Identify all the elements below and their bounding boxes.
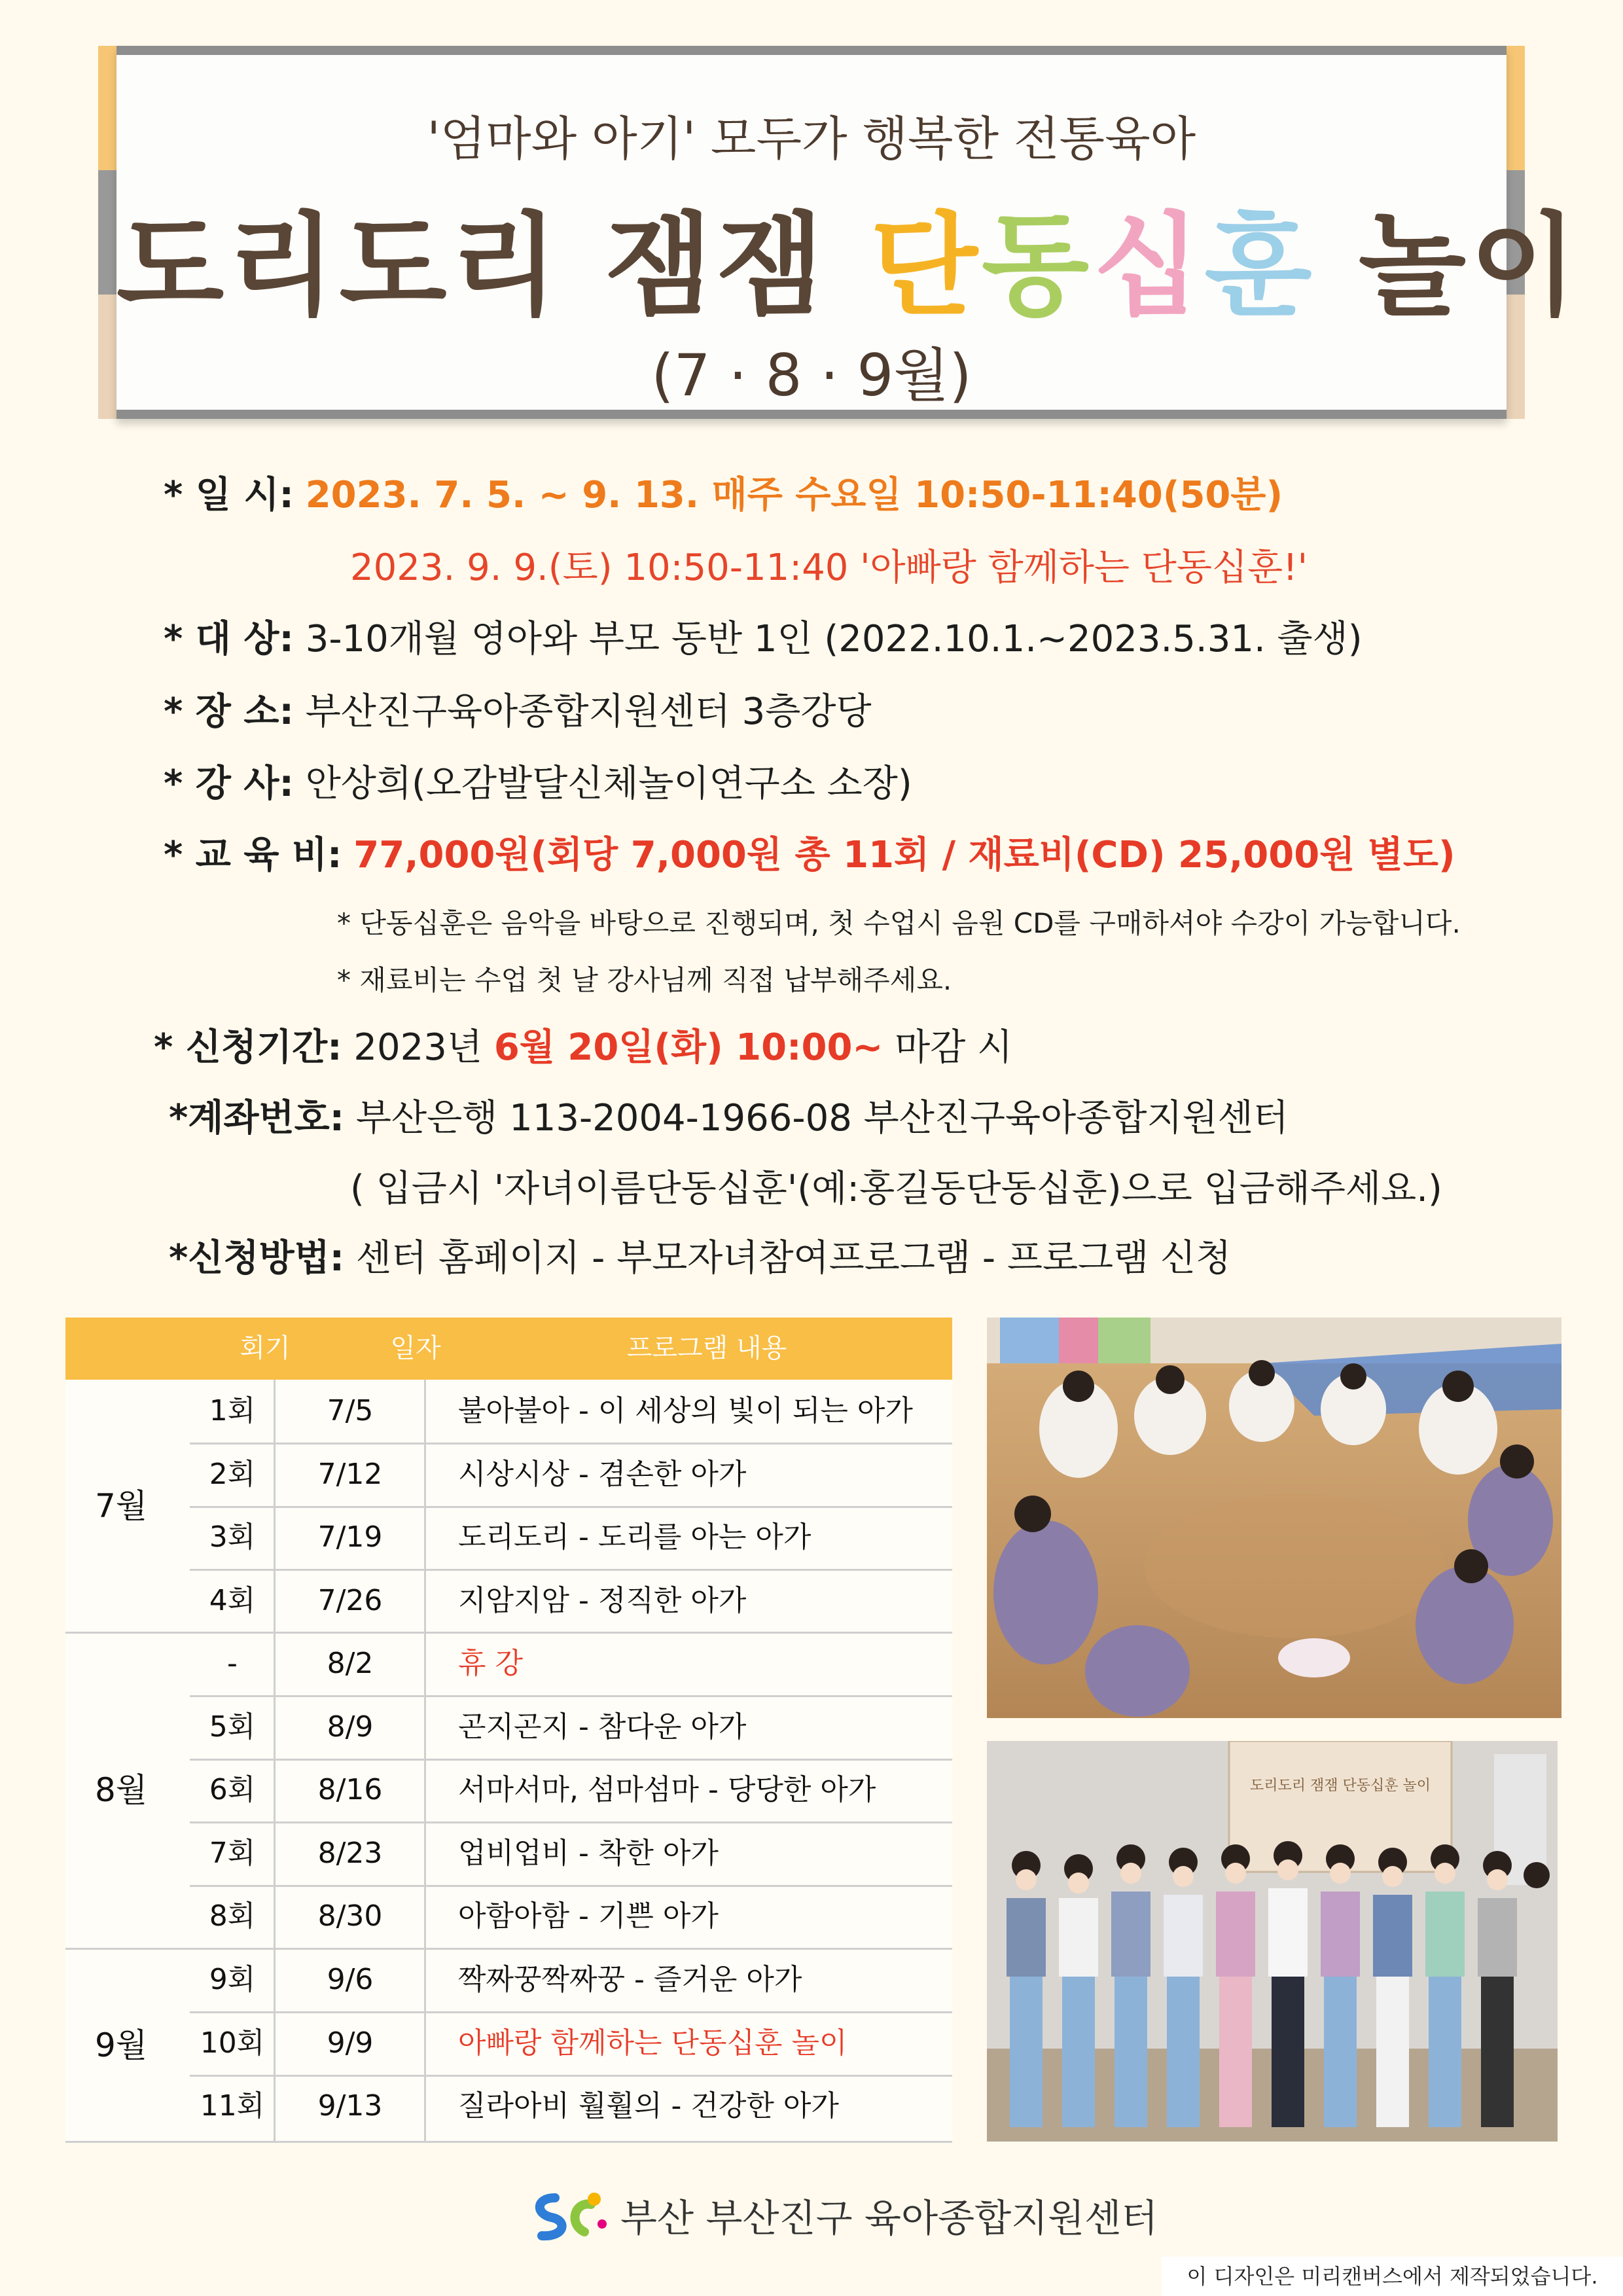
row-date: 9/13 — [317, 2089, 383, 2123]
info-target-label: * 대 상: — [164, 618, 294, 660]
row-date: 9/6 — [327, 1963, 374, 1996]
info-fee-value: 77,000원(회당 7,000원 총 11회 / 재료비(CD) 25,000원 별도) — [353, 834, 1455, 876]
info-fee-label: * 교 육 비: — [164, 834, 342, 876]
table-row — [65, 2075, 952, 2138]
info-method-value: 센터 홈페이지 - 부모자녀참여프로그램 - 프로그램 신청 — [355, 1237, 1232, 1280]
info-place-label: * 장 소: — [164, 691, 294, 733]
row-content: 질라아비 훨훨의 - 건강한 아가 — [458, 2089, 839, 2123]
info-date-2 — [350, 539, 1308, 591]
row-date: 8/2 — [327, 1647, 374, 1680]
header-date: 일자 — [390, 1333, 441, 1363]
row-date: 8/9 — [327, 1710, 374, 1744]
info-method — [169, 1229, 1231, 1282]
table-row — [65, 1632, 952, 1696]
schedule-table — [65, 1318, 952, 2142]
row-content: 도리도리 - 도리를 아는 아가 — [458, 1520, 812, 1554]
info-account-label: *계좌번호: — [169, 1097, 345, 1139]
header-content: 프로그램 내용 — [626, 1333, 787, 1363]
row-date: 8/16 — [317, 1773, 383, 1806]
info-lecturer-label: * 강 사: — [164, 762, 294, 805]
row-content: 곤지곤지 - 참다운 아가 — [458, 1710, 747, 1744]
class-photo-group — [987, 1741, 1558, 2142]
row-content: 아빠랑 함께하는 단동십훈 놀이 — [458, 2026, 847, 2060]
design-credit: 이 디자인은 미리캔버스에서 제작되었습니다. — [1162, 2257, 1623, 2296]
table-row — [65, 1380, 952, 1443]
row-content: 짝짜꿍짝짜꿍 - 즐거운 아가 — [458, 1963, 802, 1996]
row-round: 1회 — [209, 1394, 256, 1427]
info-place — [164, 683, 872, 735]
info-account-note: ( 입금시 '자녀이름단동십훈'(예:홍길동단동십훈)으로 입금해주세요.) — [350, 1168, 1442, 1210]
table-row — [65, 1506, 952, 1570]
info-date-value-2: 2023. 9. 9.(토) 10:50-11:40 '아빠랑 함께하는 단동십훈!' — [350, 547, 1308, 589]
row-content: 서마서마, 섬마섬마 - 당당한 아가 — [458, 1773, 876, 1806]
title-char-sip: 십 — [1093, 202, 1205, 331]
row-content: 업비업비 - 착한 아가 — [458, 1836, 719, 1870]
row-content: 아함아함 - 기쁜 아가 — [458, 1899, 719, 1933]
info-account-value: 부산은행 113-2004-1966-08 부산진구육아종합지원센터 — [355, 1097, 1289, 1139]
info-lecturer — [164, 755, 912, 807]
table-row — [65, 1570, 952, 1633]
center-logo-icon — [529, 2185, 607, 2244]
row-date: 7/5 — [327, 1394, 374, 1427]
info-apply-period — [154, 1018, 1012, 1071]
info-apply-period-highlight: 6월 20일(화) 10:00~ — [493, 1026, 883, 1069]
info-note-1: * 단동십훈은 음악을 바탕으로 진행되며, 첫 수업시 음원 CD를 구매하셔야 수강이 가능합니다. — [337, 907, 1461, 939]
title-part-2: 놀이 — [1315, 202, 1582, 331]
table-row — [65, 2012, 952, 2075]
title-char-hun: 훈 — [1204, 202, 1316, 331]
banner-panel — [116, 46, 1582, 419]
row-round: 3회 — [209, 1520, 256, 1554]
info-date — [164, 466, 1283, 518]
row-date: 8/23 — [317, 1836, 383, 1870]
info-note-2: * 재료비는 수업 첫 날 강사님께 직접 납부해주세요. — [337, 964, 952, 996]
banner-main-title — [116, 176, 1582, 336]
row-content: 불아불아 - 이 세상의 빛이 되는 아가 — [458, 1394, 913, 1427]
title-char-dan: 단 — [870, 202, 982, 331]
class-photo-floor — [987, 1318, 1561, 1718]
title-char-dong: 동 — [981, 202, 1094, 331]
banner-months: (7 · 8 · 9월) — [651, 342, 972, 409]
info-place-value: 부산진구육아종합지원센터 3층강당 — [305, 691, 872, 733]
month-label: 9월 — [94, 2026, 148, 2064]
row-round: 7회 — [209, 1836, 256, 1870]
row-date: 7/19 — [317, 1520, 383, 1554]
info-target — [164, 610, 1363, 662]
month-label: 8월 — [94, 1771, 148, 1809]
info-apply-period-label: * 신청기간: — [154, 1026, 342, 1069]
table-row — [65, 1759, 952, 1822]
row-content: 시상시상 - 겸손한 아가 — [458, 1457, 747, 1491]
row-round: 8회 — [209, 1899, 256, 1933]
row-date: 8/30 — [317, 1899, 383, 1933]
row-round: 9회 — [209, 1963, 256, 1996]
info-fee — [164, 826, 1455, 878]
info-date-label: * 일 시: — [164, 474, 294, 516]
row-content: 휴 강 — [458, 1647, 523, 1680]
info-account — [169, 1089, 1289, 1141]
info-target-value: 3-10개월 영아와 부모 동반 1인 (2022.10.1.~2023.5.31. 출생) — [305, 618, 1363, 660]
table-row — [65, 1443, 952, 1507]
row-round: - — [227, 1647, 238, 1680]
row-date: 9/9 — [327, 2026, 374, 2060]
row-round: 2회 — [209, 1457, 256, 1491]
banner-left-edge — [98, 46, 116, 419]
photo-banner-text: 도리도리 잼잼 단동십훈 놀이 — [1249, 1778, 1431, 1794]
title-banner — [98, 46, 1582, 419]
row-round: 10회 — [200, 2026, 265, 2060]
row-round: 5회 — [209, 1710, 256, 1744]
info-date-value: 2023. 7. 5. ~ 9. 13. 매주 수요일 10:50-11:40(50분) — [305, 474, 1283, 516]
header-round: 회기 — [240, 1333, 291, 1363]
row-date: 7/26 — [317, 1583, 383, 1617]
row-round: 4회 — [209, 1583, 256, 1617]
banner-subtitle: '엄마와 아기' 모두가 행복한 전통육아 — [427, 111, 1196, 166]
info-lecturer-value: 안상희(오감발달신체놀이연구소 소장) — [305, 762, 912, 805]
row-content: 지암지암 - 정직한 아가 — [458, 1583, 747, 1617]
table-row — [65, 1948, 952, 2012]
row-round: 6회 — [209, 1773, 256, 1806]
divider-h — [65, 2141, 952, 2143]
table-row — [65, 1696, 952, 1759]
center-name: 부산 부산진구 육아종합지원센터 — [620, 2196, 1158, 2240]
info-method-label: *신청방법: — [169, 1237, 345, 1280]
month-label: 7월 — [94, 1487, 148, 1525]
title-part-1: 도리도리 잼잼 — [116, 202, 870, 331]
row-round: 11회 — [200, 2089, 265, 2123]
table-row — [65, 1822, 952, 1886]
info-apply-period-suffix: 마감 시 — [895, 1026, 1013, 1069]
row-date: 7/12 — [317, 1457, 383, 1491]
table-row — [65, 1885, 952, 1948]
schedule-header — [65, 1318, 952, 1380]
info-apply-period-prefix: 2023년 — [353, 1026, 482, 1069]
